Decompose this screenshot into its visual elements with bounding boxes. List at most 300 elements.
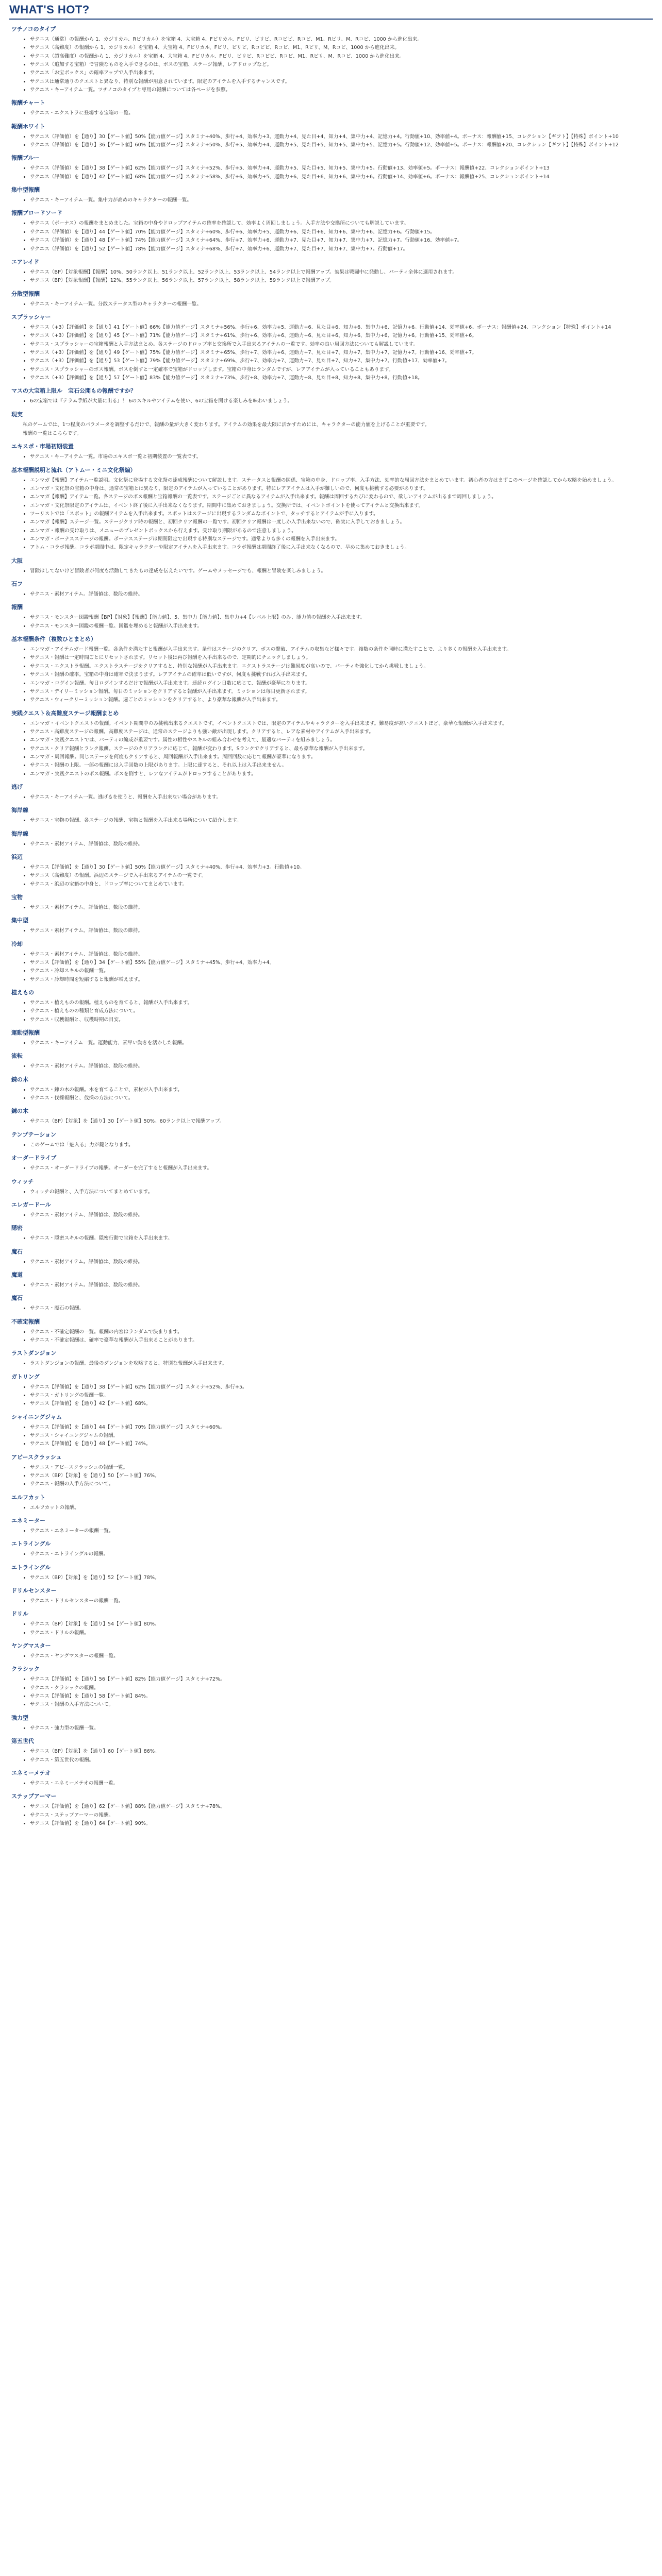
list-item: • サクエス・デイリーミッション報酬。毎日のミッションをクリアすると報酬が入手出来ます。ミッションは毎日更新されます。	[30, 688, 653, 696]
section-s35	[9, 1246, 653, 1266]
section-body	[23, 863, 653, 888]
list-item: • サクエスは通常通りのクエストと異なり、特別な報酬が用意されています。限定のアイテムを入手するチャンスです。	[30, 78, 653, 86]
section-s38	[9, 1316, 653, 1345]
section-body	[23, 817, 653, 824]
section-body	[23, 1724, 653, 1732]
bullet-list	[23, 1504, 653, 1512]
bullet-list	[23, 1304, 653, 1312]
section-heading: 不確定報酬	[11, 1318, 40, 1325]
bullet-list	[23, 477, 653, 552]
list-item: • サクエス・オーダードライブの報酬。オーダーを完了すると報酬が入手出来ます。	[30, 1164, 653, 1172]
list-item: • サクエス【評価値】を【通り】44【ゲート値】70%【能力値ゲージ】スタミナ+60%。	[30, 1423, 653, 1431]
section-heading: 隠密	[11, 1225, 23, 1232]
list-item: • サクエス（評価値）を【通り】44【ゲート値】70%【能力値ゲージ】スタミナ+60%、歩行+6、効率力+5、運動力+6、見た目+6、知力+6、集中力+6、記憶力+6。行動値+15。	[30, 228, 653, 236]
section-body	[23, 1574, 653, 1582]
section-heading: 報酬ホワイト	[11, 123, 45, 130]
section-body	[23, 1383, 653, 1408]
section-body	[23, 1780, 653, 1787]
bullet-list	[23, 1117, 653, 1125]
bullet-list	[23, 1234, 653, 1242]
bullet-list	[23, 397, 653, 405]
bullet-list	[23, 109, 653, 117]
section-heading: シャイニングジャム	[11, 1413, 62, 1420]
section-heading: ウィッチ	[11, 1178, 34, 1185]
section-s36	[9, 1269, 653, 1289]
section-heading: 集中型報酬	[11, 187, 40, 194]
bullet-list	[23, 1039, 653, 1047]
section-heading: エトライングル	[11, 1540, 51, 1548]
section-body	[23, 1117, 653, 1125]
list-item: • サクエス（BP）【対象報酬】【報酬】12%、55ランク以上、56ランク以上、57ランク以上、58ランク以上、59ランク以上で報酬アップ。	[30, 277, 653, 284]
list-item: • サクエス・素材アイテム。評価値は、数段の維持。	[30, 1281, 653, 1289]
section-heading: エキスポ・市場初期装置	[11, 443, 74, 450]
list-item: • サクエス・ステップアーマーの報酬。	[30, 1811, 653, 1819]
bullet-list	[23, 219, 653, 252]
section-body	[23, 840, 653, 848]
bullet-list	[23, 951, 653, 984]
section-s4	[9, 184, 653, 204]
list-item: • エンマガ・実践クエストでは、パーティの編成が重要です。属性の相性やスキルの組み合わせを考えて、最適なパーティを組みましょう。	[30, 736, 653, 744]
section-s24	[9, 939, 653, 984]
bullet-list	[23, 1597, 653, 1605]
list-item: • ラストダンジョンの報酬。最後のダンジョンを攻略すると、特別な報酬が入手出来ます。	[30, 1360, 653, 1367]
section-s5	[9, 208, 653, 252]
section-s9	[9, 385, 653, 405]
section-heading: 植えもの	[11, 989, 34, 996]
list-item: • エンマガ・周回報酬。同じステージを何度もクリアすると、周回報酬が入手出来ます。周回回数に応じて報酬が豪華になります。	[30, 753, 653, 761]
list-item: • サクエス（+3）【評価値】を【通り】49【ゲート値】75%【能力値ゲージ】スタミナ+65%、歩行+7、効率力+6、運動力+7、見た目+7、知力+7、集中力+7、記憶力+7。行動値+16、効率値+7。	[30, 349, 653, 357]
list-item: • サクエス・高難度ステージの報酬。高難度ステージは、通常のステージよりも強い敵が出現します。クリアすると、レアな素材やアイテムが入手出来ます。	[30, 728, 653, 736]
list-item: • サクエス・クリア報酬とランク報酬。ステージのクリアランクに応じて、報酬が変わります。Sランクでクリアすると、最も豪華な報酬が入手出来ます。	[30, 745, 653, 753]
list-item: • エンマガ【報酬】ステージ一覧。ステージクリア時の報酬と、初回クリア報酬の一覧です。初回クリア報酬は一度しか入手出来ないので、確実に入手しておきましょう。	[30, 518, 653, 526]
section-body	[23, 999, 653, 1024]
bullet-list	[23, 1803, 653, 1827]
list-item: • サクエス・エネミーターの報酬一覧。	[30, 1527, 653, 1535]
bullet-list	[23, 36, 653, 94]
list-item: • サクエス・ウィークリーミッション報酬。週ごとのミッションをクリアすると、より豪華な報酬が入手出来ます。	[30, 696, 653, 704]
section-body	[23, 397, 653, 405]
section-body	[23, 1423, 653, 1448]
bullet-list	[23, 1383, 653, 1408]
bullet-list	[23, 1550, 653, 1558]
section-body	[23, 1675, 653, 1708]
section-heading: 海岸線	[11, 830, 28, 837]
list-item: • サクエス・エネミーメテオの報酬一覧。	[30, 1780, 653, 1787]
section-heading: エレガードール	[11, 1201, 51, 1208]
section-s54	[9, 1791, 653, 1827]
page-title: WHAT'S HOT?	[9, 3, 653, 20]
list-item: • エンマガ【報酬】アイテム一覧説明。文化祭に登場する文化祭の達成報酬について解説します。ステータスと報酬の関係、宝箱の中身、ドロップ率、入手方法、効率的な周回方法をまとめています。初心者の方はまずこのページを確認してから攻略を始めましょう。	[30, 477, 653, 484]
section-s44	[9, 1515, 653, 1535]
section-body	[23, 1360, 653, 1367]
section-body	[23, 133, 653, 149]
list-item: • サクエス（高難度）の報酬。浜辺のステージで入手出来るアイテムの一覧です。	[30, 872, 653, 879]
list-item: • アトム・コラボ報酬。コラボ期間中は、限定キャラクターや限定アイテムを入手出来ます。コラボ報酬は期間終了後に入手出来なくなるので、早めに集めておきましょう。	[30, 544, 653, 551]
section-body	[23, 453, 653, 461]
list-item: • ツーリストでは「スポット」の報酬アイテムを入手出来ます。スポットはステージに出現するランダムなポイントで、タッチするとアイテムが手に入ります。	[30, 510, 653, 518]
list-item: • サクエス・素材アイテム、評価値は、数段の維持。	[30, 951, 653, 958]
section-heading: エネミーター	[11, 1517, 45, 1524]
bullet-list	[23, 1164, 653, 1172]
section-s45	[9, 1538, 653, 1558]
list-item: • サクエス・報酬の入手方法について。	[30, 1701, 653, 1708]
section-s49	[9, 1640, 653, 1660]
section-s51	[9, 1713, 653, 1732]
list-item: • サクエス・スプラッシャーの宝箱報酬と入手方法まとめ。各ステージのドロップ率と交換所で入手出来るアイテムの一覧です。効率の良い周回方法についても解説しています。	[30, 341, 653, 348]
list-item: • サクエス・キーアイテム一覧。逃げるを使うと、報酬を入手出来ない場合があります。	[30, 793, 653, 801]
list-item: • サクエス・第五世代の報酬。	[30, 1756, 653, 1764]
section-body	[23, 1281, 653, 1289]
section-heading: スプラッシャー	[11, 313, 51, 320]
section-s34	[9, 1223, 653, 1242]
section-body	[23, 1803, 653, 1827]
section-body	[23, 1527, 653, 1535]
bullet-list	[23, 1780, 653, 1787]
section-body	[23, 793, 653, 801]
section-s26	[9, 1027, 653, 1047]
bullet-list	[23, 646, 653, 704]
list-item: • サクエス・モンスター図鑑の報酬一覧。図鑑を埋めると報酬が入手出来ます。	[30, 622, 653, 630]
section-heading: 運動型報酬	[11, 1029, 40, 1037]
section-body	[23, 614, 653, 630]
bullet-list	[23, 1281, 653, 1289]
bullet-list	[23, 1211, 653, 1219]
section-heading: 冷却	[11, 940, 23, 947]
section-heading: ガトリング	[11, 1373, 40, 1380]
section-heading: 石フ	[11, 581, 23, 588]
section-s46	[9, 1562, 653, 1582]
section-heading: 分散型報酬	[11, 290, 40, 297]
section-body	[23, 1188, 653, 1196]
list-item: • サクエス【評価値】を【通り】62【ゲート値】88%【能力値ゲージ】スタミナ+78%。	[30, 1803, 653, 1810]
section-body	[23, 1141, 653, 1149]
section-body	[23, 1652, 653, 1660]
list-item: • サクエス・収穫報酬と、収穫時期の目安。	[30, 1016, 653, 1024]
section-s39	[9, 1348, 653, 1367]
list-item: • エルフカットの報酬。	[30, 1504, 653, 1512]
bullet-list	[23, 720, 653, 778]
list-item: • サクエス・隠密スキルの報酬。隠密行動で宝箱を入手出来ます。	[30, 1234, 653, 1242]
list-item: • サクエス（評価値）を【通り】36【ゲート値】60%【能力値ゲージ】スタミナ+50%、歩行+5、効率力+4、運動力+5、見た目+5、知力+5、集中力+5、記憶力+5。行動値+12、効率値+5。ボーナス：報酬値+20、コレクション【ギフト】【特殊】ポイント+12	[30, 141, 653, 149]
list-item: • 冒険はしてないけど冒険者が何度も活動してきたもの達成を伝えたいです。ゲームやメッセージでも、報酬と冒険を楽しみましょう。	[30, 567, 653, 575]
list-item: • サクエス・エクストラに登場する宝箱の一覧。	[30, 109, 653, 117]
bullet-list	[23, 1062, 653, 1070]
section-paragraph: 私のゲームでは、1つ程度のパラメータを調整するだけで、報酬の量が大きく変わります。アイテムの効果を最大限に活かすためには、キャラクターの能力値を上げることが重要です。	[23, 421, 430, 428]
bullet-list	[23, 1527, 653, 1535]
section-s23	[9, 915, 653, 935]
list-item: • サクエス・報酬の確率。宝箱の中身は確率で決まります。レアアイテムの確率は低いですが、何度も挑戦すれば入手出来ます。	[30, 671, 653, 679]
section-s11	[9, 441, 653, 461]
list-item: • サクエス・素材アイテム。評価値は、数段の維持。	[30, 590, 653, 598]
section-heading: 大阪	[11, 557, 23, 564]
list-item: • エンマガ・文化祭の宝箱の中身は、通常の宝箱とは異なり、限定のアイテムが入っていることがあります。特にレアアイテムは入手が難しいので、何度も挑戦する必要があります。	[30, 485, 653, 493]
bullet-list	[23, 1675, 653, 1708]
bullet-list	[23, 164, 653, 181]
list-item: • サクエス・クラシックの報酬。	[30, 1684, 653, 1692]
bullet-list	[23, 1574, 653, 1582]
section-s30	[9, 1129, 653, 1149]
bullet-list	[23, 196, 653, 204]
section-heading: 魔石	[11, 1248, 23, 1255]
list-item: • サクエス（BP）【対象】を【通り】30【ゲート値】50%。60ランク以上で報酬アップ。	[30, 1117, 653, 1125]
section-s10	[9, 409, 653, 438]
section-body	[23, 1164, 653, 1172]
section-body	[23, 109, 653, 117]
bullet-list	[23, 793, 653, 801]
list-item: • ウィッチの報酬と、入手方法についてまとめています。	[30, 1188, 653, 1196]
section-s14	[9, 579, 653, 598]
section-s27	[9, 1050, 653, 1070]
section-heading: 錬の木	[11, 1076, 28, 1083]
section-body	[23, 646, 653, 704]
list-item: • サクエス（+3）【評価値】を【通り】45【ゲート値】71%【能力値ゲージ】スタミナ+61%、歩行+6、効率力+6、運動力+6、見た目+6、知力+6、集中力+6、記憶力+6。行動値+15、効率値+6。	[30, 332, 653, 340]
section-s25	[9, 987, 653, 1024]
section-heading: 集中型	[11, 917, 28, 924]
section-body	[23, 1620, 653, 1637]
list-item: • サクエス【評価値】を【通り】56【ゲート値】82%【能力値ゲージ】スタミナ+72%。	[30, 1675, 653, 1683]
list-item: • サクエス【評価値】を【通り】58【ゲート値】84%。	[30, 1692, 653, 1700]
section-body	[23, 268, 653, 285]
list-item: • サクエス・素材アイテム。評価値は、数段の維持。	[30, 904, 653, 911]
section-heading: ドリル	[11, 1611, 28, 1618]
section-s53	[9, 1768, 653, 1787]
section-s15	[9, 602, 653, 630]
list-item: • サクエス【評価値】を【通り】34【ゲート値】55%【能力値ゲージ】スタミナ+45%、歩行+4、効率力+4。	[30, 959, 653, 967]
list-item: • サクエス（評価値）を【通り】42【ゲート値】68%【能力値ゲージ】スタミナ+58%、歩行+6、効率力+5、運動力+6、見た目+6、知力+6、集中力+6。行動値+14、効率値+6。ボーナス：報酬値+25、コレクションポイント+14	[30, 173, 653, 181]
section-heading: 第五世代	[11, 1738, 34, 1745]
section-s33	[9, 1199, 653, 1219]
list-item: • サクエス・キーアイテム一覧。運動能力、素早い動きを活かした報酬。	[30, 1039, 653, 1047]
section-heading: 報酬	[11, 604, 23, 611]
list-item: • サクエス（+3）【評価値】を【通り】53【ゲート値】79%【能力値ゲージ】スタミナ+69%、歩行+7、効率力+7、運動力+7、見た目+7、知力+7、集中力+7。行動値+17、効率値+7。	[30, 357, 653, 365]
list-item: • サクエス・冷却スキルの報酬一覧。	[30, 967, 653, 975]
section-heading: ステップアーマー	[11, 1793, 57, 1800]
bullet-list	[23, 1652, 653, 1660]
list-item: • サクエス（通常）の報酬から 1、カジリカル、Rビリカル）を宝箱 4、大宝箱 4、Fビリカル、Fビリ、ビリビ、Rコビビ、Rコビ、M1、Rビリ、M、Rコビ、1000 から進化出来。	[30, 36, 653, 43]
list-item: • サクエス・不確定報酬は、確率で豪華な報酬が入手出来ることがあります。	[30, 1336, 653, 1344]
section-heading: エネミーメテオ	[11, 1769, 51, 1776]
section-body	[23, 1748, 653, 1764]
list-item: • エンマガ・文化祭限定のアイテムは、イベント終了後に入手出来なくなります。期間中に集めておきましょう。交換所では、イベントポイントを使ってアイテムと交換出来ます。	[30, 502, 653, 510]
section-intro	[9, 24, 653, 94]
section-body	[23, 1464, 653, 1488]
bullet-list	[23, 133, 653, 149]
section-s17	[9, 708, 653, 778]
section-s41	[9, 1412, 653, 1448]
bullet-list	[23, 268, 653, 285]
section-s6	[9, 257, 653, 285]
section-s32	[9, 1176, 653, 1196]
list-item: • サクエス【評価値】を【通り】30【ゲート値】50%【能力値ゲージ】スタミナ+40%、歩行+4、効率力+3。行動値+10。	[30, 863, 653, 871]
list-item: • サクエス・素材アイテム、評価値は、数段の維持。	[30, 840, 653, 848]
section-heading: エルフカット	[11, 1494, 45, 1501]
list-item: • サクエス（BP）【対象】を【通り】60【ゲート値】86%。	[30, 1748, 653, 1755]
section-heading: テンプテーション	[11, 1131, 57, 1138]
list-item: • サクエス・スプラッシャーのボス報酬。ボスを倒すと一定確率で宝箱がドロップします。宝箱の中身はランダムですが、レアアイテムが入っていることもあります。	[30, 366, 653, 374]
list-item: • サクエス・エトライングルの報酬。	[30, 1550, 653, 1558]
list-item: • サクエス・報酬は一定時間ごとにリセットされます。リセット後は再び報酬を入手出来るので、定期的にチェックしましょう。	[30, 654, 653, 662]
list-item: • サクエス・冷却時間を短縮すると報酬が増えます。	[30, 976, 653, 984]
section-heading: ドリルセンスター	[11, 1587, 57, 1595]
section-body	[23, 164, 653, 181]
bullet-list	[23, 817, 653, 824]
bullet-list	[23, 300, 653, 308]
list-item: • サクエス・報酬の上限。一部の報酬には入手回数の上限があります。上限に達すると、それ以上は入手出来ません。	[30, 761, 653, 769]
list-item: • サクエス（+3）【評価値】を【通り】57【ゲート値】83%【能力値ゲージ】スタミナ+73%、歩行+8、効率力+7、運動力+8、見た目+8、知力+8、集中力+8。行動値+18。	[30, 374, 653, 382]
section-s12	[9, 465, 653, 552]
list-item: • サクエス・強力型の報酬一覧。	[30, 1724, 653, 1732]
section-s28	[9, 1074, 653, 1103]
section-body	[23, 219, 653, 252]
list-item: • 6の宝箱では『テラム手紙が大量に出る』！ 6のスキルやアイテムを使い、6の宝箱を開ける楽しみを味わいましょう。	[30, 397, 653, 405]
section-heading: 強力型	[11, 1714, 28, 1721]
section-s42	[9, 1452, 653, 1488]
bullet-list	[23, 1748, 653, 1764]
bullet-list	[23, 614, 653, 630]
bullet-list	[23, 1423, 653, 1448]
section-body	[23, 300, 653, 308]
list-item: • サクエス・浜辺の宝箱の中身と、ドロップ率についてまとめています。	[30, 880, 653, 888]
bullet-list	[23, 1141, 653, 1149]
list-item: • エンマガ・報酬の受け取りは、メニューのプレゼントボックスから行えます。受け取り期限があるので注意しましょう。	[30, 527, 653, 535]
section-heading: ヤングマスター	[11, 1642, 51, 1650]
section-s16	[9, 634, 653, 704]
section-body	[23, 1211, 653, 1219]
list-item: • サクエス（評価値）を【通り】48【ゲート値】74%【能力値ゲージ】スタミナ+64%、歩行+7、効率力+6、運動力+7、見た目+7、知力+7、集中力+7、記憶力+7。行動値+16、効率値+7。	[30, 236, 653, 244]
bullet-list	[23, 840, 653, 848]
list-item: • サクエス・不確定報酬の一覧。報酬の内容はランダムで決まります。	[30, 1328, 653, 1336]
section-s50	[9, 1664, 653, 1708]
section-body	[23, 590, 653, 598]
bullet-list	[23, 1086, 653, 1103]
section-body	[23, 951, 653, 984]
bullet-list	[23, 927, 653, 935]
list-item: • エンマガ【報酬】アイテム一覧。各ステージのボス報酬と宝箱報酬の一覧表です。ステージごとに異なるアイテムが入手出来ます。報酬は周回するたびに変わるので、欲しいアイテムが出るまで周回しましょう。	[30, 493, 653, 501]
bullet-list	[23, 1360, 653, 1367]
list-item: • エンマガ・アイテムガード報酬一覧。各条件を満たすと報酬が入手出来ます。条件はステージのクリア、ボスの撃破、アイテムの収集など様々です。複数の条件を同時に満たすことで、より多くの報酬を入手出来ます。	[30, 646, 653, 653]
section-heading: 錬の木	[11, 1108, 28, 1115]
list-item: • サクエス・ドリルの報酬。	[30, 1629, 653, 1637]
list-item: • サクエス・魔石の報酬。	[30, 1304, 653, 1312]
list-item: • サクエス・エクストラ報酬。エクストラステージをクリアすると、特別な報酬が入手出来ます。エクストラステージは難易度が高いので、パーティを強化してから挑戦しましょう。	[30, 663, 653, 670]
section-body	[23, 904, 653, 911]
section-body	[23, 1062, 653, 1070]
section-heading: マスの大宝箱上限ル 宝石公開もの報酬ですか？	[11, 387, 136, 395]
section-s7	[9, 289, 653, 308]
bullet-list	[23, 904, 653, 911]
section-s31	[9, 1153, 653, 1172]
list-item: • サクエス・ガトリングの報酬一覧。	[30, 1392, 653, 1399]
bullet-list	[23, 590, 653, 598]
list-item: • サクエス・ドリルセンスターの報酬一覧。	[30, 1597, 653, 1605]
list-item: • サクエス・アビースクラッシュの報酬一覧。	[30, 1464, 653, 1471]
list-item: • サクエス・錬の木の報酬。木を育てることで、素材が入手出来ます。	[30, 1086, 653, 1094]
section-s19	[9, 805, 653, 824]
section-body	[23, 36, 653, 94]
list-item: • サクエス【評価値】を【通り】48【ゲート値】74%。	[30, 1440, 653, 1448]
section-s40	[9, 1371, 653, 1408]
list-item: • サクエス・素材アイテム、評価値は、数段の維持。	[30, 1211, 653, 1219]
bullet-list	[23, 1258, 653, 1266]
section-s1	[9, 97, 653, 117]
section-s2	[9, 121, 653, 149]
list-item: • サクエス（BP）【対象】を【通り】54【ゲート値】80%。	[30, 1620, 653, 1628]
section-s48	[9, 1608, 653, 1637]
bullet-list	[23, 1620, 653, 1637]
section-s8	[9, 312, 653, 382]
section-s13	[9, 555, 653, 575]
list-item: • サクエス（評価値）を【通り】30【ゲート値】50%【能力値ゲージ】スタミナ+40%、歩行+4、効率力+3、運動力+4、見た目+4、知力+4、集中力+4、記憶力+4。行動値+10、効率値+4。ボーナス：報酬値+15、コレクション【ギフト】【特殊】ポイント+10	[30, 133, 653, 141]
section-body	[23, 720, 653, 778]
section-heading: 宝物	[11, 894, 23, 901]
section-s18	[9, 782, 653, 801]
section-body	[23, 1234, 653, 1242]
list-item: • サクエス・素材アイテム。評価値は、数段の維持。	[30, 927, 653, 935]
section-heading: 海岸線	[11, 807, 28, 814]
section-heading: 報酬チャート	[11, 99, 45, 107]
list-item: • サクエス【評価値】を【通り】42【ゲート値】68%。	[30, 1400, 653, 1408]
list-item: • サクエス（評価値）を【通り】38【ゲート値】62%【能力値ゲージ】スタミナ+52%、歩行+5、効率力+4、運動力+5、見た目+5、知力+5、集中力+5。行動値+13、効率値+5。ボーナス：報酬値+22、コレクションポイント+13	[30, 164, 653, 172]
list-item: • サクエス（BP）【対象】を【通り】52【ゲート値】78%。	[30, 1574, 653, 1582]
list-item: • サクエス【評価値】を【通り】64【ゲート値】90%。	[30, 1820, 653, 1827]
section-body	[23, 1086, 653, 1103]
section-s20	[9, 828, 653, 848]
section-s21	[9, 852, 653, 888]
section-heading: 魔道	[11, 1271, 23, 1278]
section-heading: 現実	[11, 411, 23, 418]
section-body	[23, 1504, 653, 1512]
list-item: • サクエス・シャイニングジャムの報酬。	[30, 1432, 653, 1439]
bullet-list	[23, 1188, 653, 1196]
section-heading: 流転	[11, 1053, 23, 1060]
section-body	[23, 1039, 653, 1047]
list-item: • サクエス（+3）【評価値】を【通り】41【ゲート値】66%【能力値ゲージ】スタミナ+56%、歩行+6、効率力+5、運動力+6、見た目+6、知力+6、集中力+6、記憶力+6。行動値+14、効率値+6。ボーナス：報酬値+24、コレクション【特殊】ポイント+14	[30, 324, 653, 331]
section-body	[23, 927, 653, 935]
list-item: • サクエス【評価値】を【通り】38【ゲート値】62%【能力値ゲージ】スタミナ+52%、歩行+5。	[30, 1383, 653, 1391]
section-heading: 浜辺	[11, 853, 23, 860]
bullet-list	[23, 567, 653, 575]
list-item: • サクエス・キーアイテム一覧。集中力が高めのキャラクターの報酬一覧。	[30, 196, 653, 204]
section-heading: 報酬ブルー	[11, 155, 40, 162]
section-s47	[9, 1585, 653, 1605]
list-item: • サクエス・キーアイテム一覧。ツチノコのタイプと専用の報酬については各ページを参照。	[30, 86, 653, 94]
list-item: • サクエス・キーアイテム一覧。市場のエキスポ一覧と初期装置の一覧表です。	[30, 453, 653, 461]
section-s22	[9, 892, 653, 911]
list-item: • サクエス・宝物の報酬、各ステージの報酬、宝物と報酬を入手出来る場所について紹介します。	[30, 817, 653, 824]
section-heading: アビースクラッシュ	[11, 1453, 62, 1461]
section-heading: クラシック	[11, 1666, 40, 1673]
list-item: • このゲームでは「魅入る」力が鍵となります。	[30, 1141, 653, 1149]
list-item: • サクエス・モンスター図鑑報酬【BP】【対象】【報酬】【能力値】、5、集中力【能力値】、集中力+4【レベル上限】のみ、能力値の報酬を入手出来ます。	[30, 614, 653, 621]
section-body	[23, 1550, 653, 1558]
list-item: • エンマガ・ボーナスステージの報酬。ボーナスステージは期間限定で出現する特別なステージです。通常よりも多くの報酬を入手出来ます。	[30, 535, 653, 543]
section-heading: 逃げ	[11, 783, 23, 790]
section-body	[23, 421, 653, 438]
section-heading: ラストダンジョン	[11, 1350, 57, 1357]
section-heading: エアレイド	[11, 258, 40, 265]
section-heading: 魔石	[11, 1295, 23, 1302]
section-s29	[9, 1106, 653, 1125]
section-heading: 報酬ブロードソード	[11, 210, 62, 217]
section-s43	[9, 1492, 653, 1512]
section-s37	[9, 1293, 653, 1312]
list-item: • サクエス（BP）【対象報酬】【報酬】10%、50ランク以上、51ランク以上、52ランク以上、53ランク以上、54ランク以上で報酬アップ。効果は戦闘中に発動し、パーティ全体に適用されます。	[30, 268, 653, 276]
section-heading: 実践クエスト＆高難度ステージ報酬まとめ	[11, 709, 119, 717]
bullet-list	[23, 1464, 653, 1488]
section-body	[23, 1258, 653, 1266]
list-item: • サクエス（高難度）の報酬から 1、カジリカル）を宝箱 4、大宝箱 4、Fビリカル、Fビリ、ビリビ、Rコビビ、Rコビ、M1、Rビリ、M、Rコビ、1000 から進化出来。	[30, 44, 653, 52]
list-item: • サクエス（ボーナス）の報酬をまとめました。宝箱の中身やドロップアイテムの確率を確認して、効率よく周回しましょう。入手方法や交換所についても解説しています。	[30, 219, 653, 227]
